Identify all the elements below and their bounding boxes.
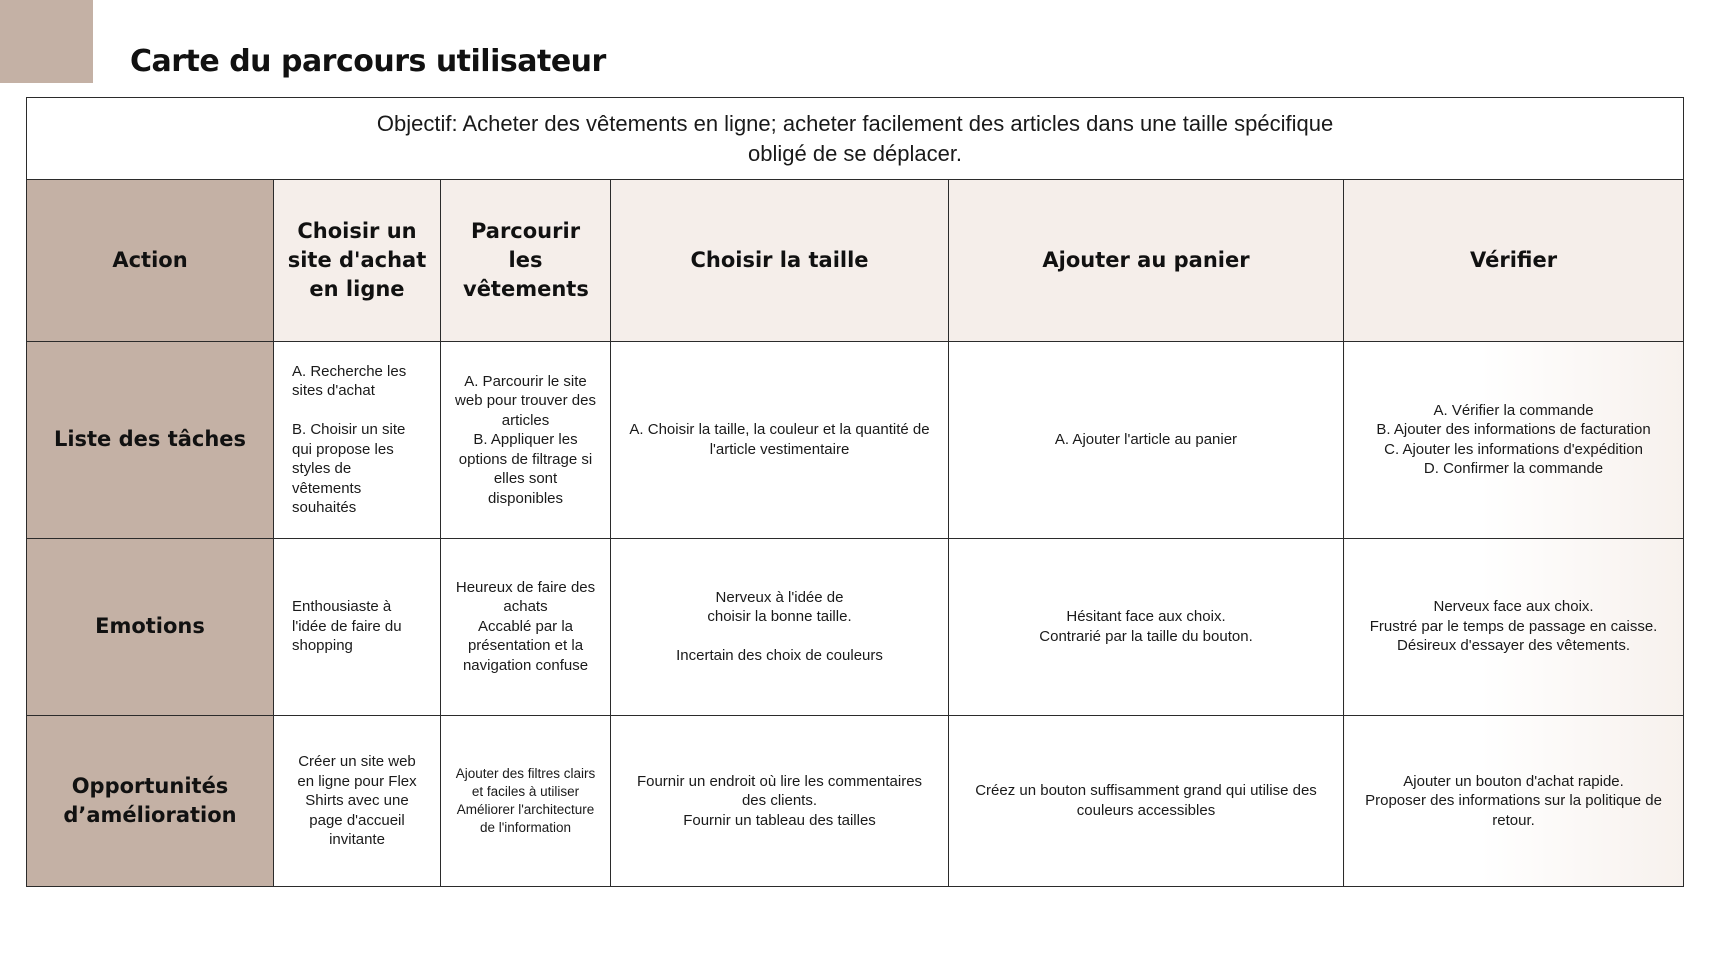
task-cell-choose-site: A. Recherche les sites d'achat B. Choisir un site qui propose les styles de vêtements souhaités [274, 342, 441, 538]
task-cell-choose-size: A. Choisir la taille, la couleur et la quantité de l'article vestimentaire [611, 342, 949, 538]
emotion-cell-browse-clothes: Heureux de faire des achats Accablé par la présentation et la navigation confuse [441, 538, 611, 715]
emotion-cell-choose-size: Nerveux à l'idée de choisir la bonne taille. Incertain des choix de couleurs [611, 538, 949, 715]
page-title: Carte du parcours utilisateur [130, 44, 606, 79]
objective-row [27, 98, 1684, 180]
opportunity-cell-browse-clothes: Ajouter des filtres clairs et faciles à utiliser Améliorer l'architecture de l'information [441, 715, 611, 886]
opportunities-row [27, 715, 1684, 886]
stage-header-choose-site: Choisir un site d'achat en ligne [274, 180, 441, 342]
opportunity-cell-add-to-cart: Créez un bouton suffisamment grand qui utilise des couleurs accessibles [949, 715, 1344, 886]
journey-map-table [26, 97, 1684, 887]
objective-text: Objectif: Acheter des vêtements en ligne; acheter facilement des articles dans une taille spécifique obligé de se déplacer. [27, 98, 1684, 180]
emotion-cell-choose-site: Enthousiaste à l'idée de faire du shopping [274, 538, 441, 715]
opportunity-cell-choose-site: Créer un site web en ligne pour Flex Shirts avec une page d'accueil invitante [274, 715, 441, 886]
tasks-row [27, 342, 1684, 538]
row-label-tasks: Liste des tâches [27, 342, 274, 538]
task-cell-add-to-cart: A. Ajouter l'article au panier [949, 342, 1344, 538]
row-label-action: Action [27, 180, 274, 342]
task-cell-browse-clothes: A. Parcourir le site web pour trouver des articles B. Appliquer les options de filtrage si elles sont disponibles [441, 342, 611, 538]
stage-header-browse-clothes: Parcourir les vêtements [441, 180, 611, 342]
corner-accent-block [0, 0, 93, 83]
row-label-opportunities: Opportunités d’amélioration [27, 715, 274, 886]
emotion-cell-add-to-cart: Hésitant face aux choix. Contrarié par la taille du bouton. [949, 538, 1344, 715]
stage-header-choose-size: Choisir la taille [611, 180, 949, 342]
emotion-cell-checkout: Nerveux face aux choix. Frustré par le temps de passage en caisse. Désireux d'essayer des vêtements. [1344, 538, 1684, 715]
action-row [27, 180, 1684, 342]
emotions-row [27, 538, 1684, 715]
opportunity-cell-choose-size: Fournir un endroit où lire les commentaires des clients. Fournir un tableau des tailles [611, 715, 949, 886]
row-label-emotions: Emotions [27, 538, 274, 715]
opportunity-cell-checkout: Ajouter un bouton d'achat rapide. Proposer des informations sur la politique de retour. [1344, 715, 1684, 886]
stage-header-checkout: Vérifier [1344, 180, 1684, 342]
stage-header-add-to-cart: Ajouter au panier [949, 180, 1344, 342]
task-cell-checkout: A. Vérifier la commande B. Ajouter des informations de facturation C. Ajouter les informations d'expédition D. Confirmer la commande [1344, 342, 1684, 538]
